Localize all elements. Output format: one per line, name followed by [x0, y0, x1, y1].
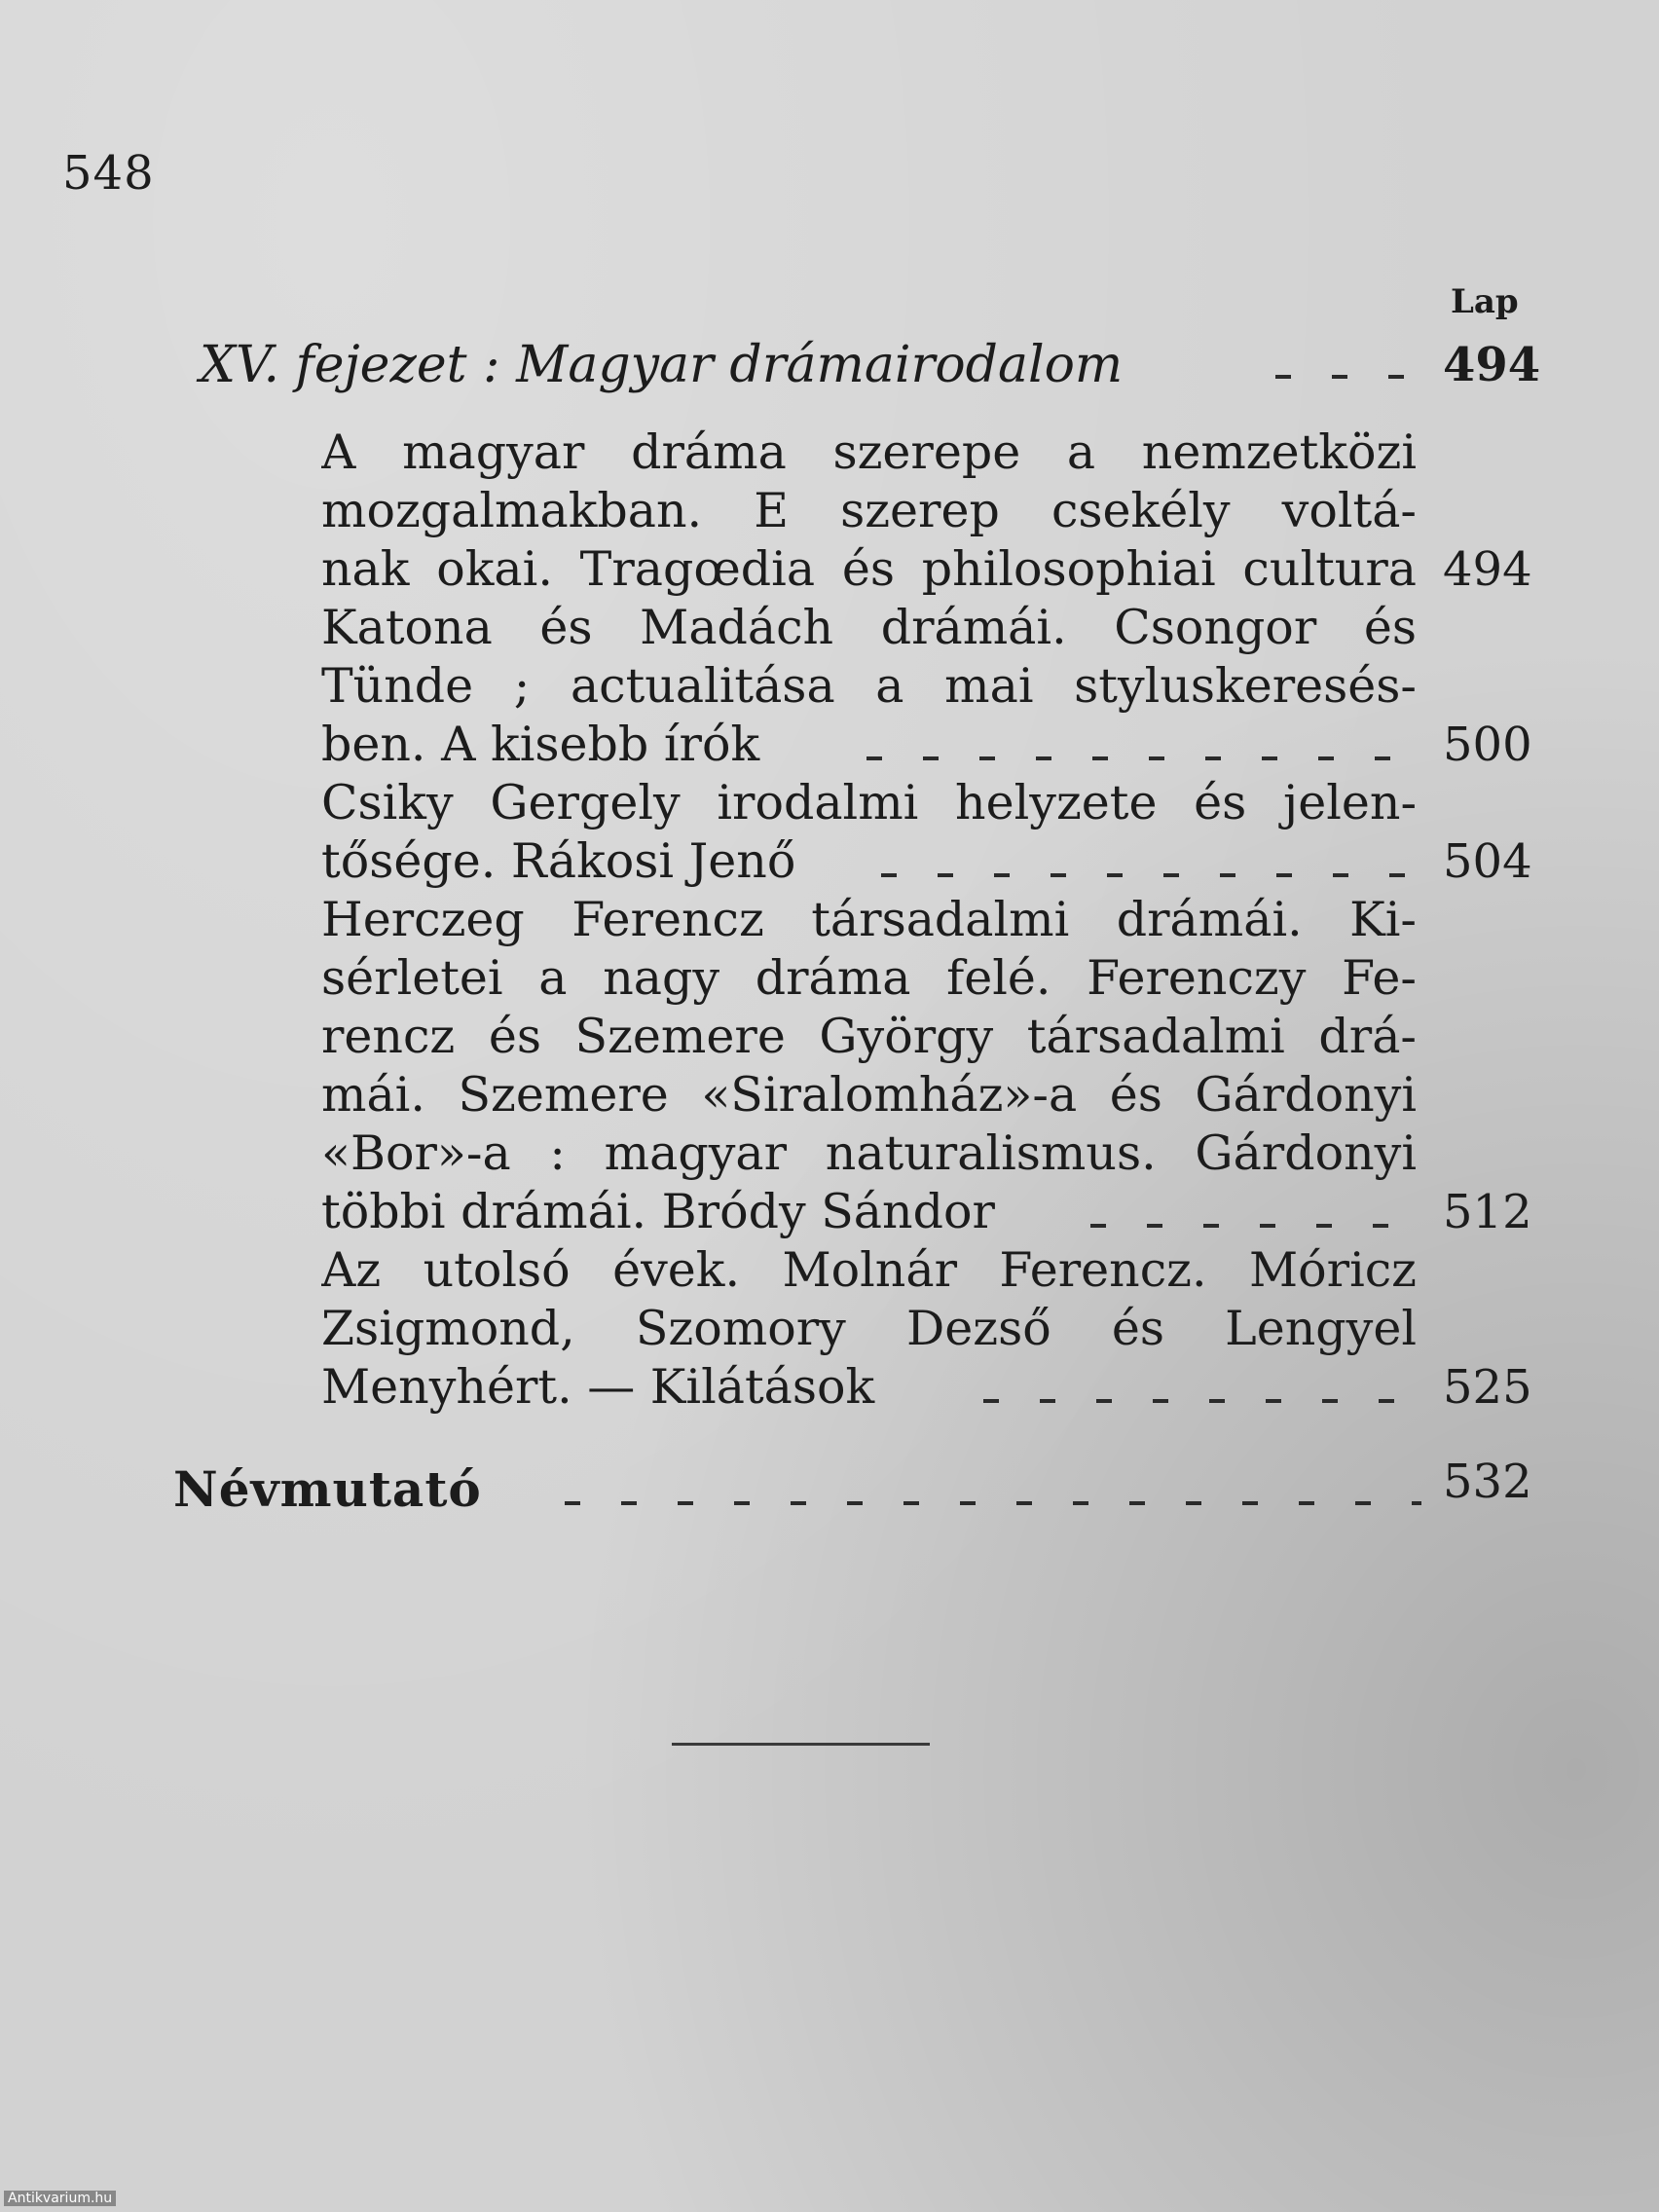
column-header-lap: Lap — [1451, 282, 1519, 321]
chapter-leader-dots — [1275, 375, 1431, 379]
toc-leader-dots — [1090, 1224, 1421, 1228]
toc-leader-dots — [866, 756, 1421, 760]
toc-entry-line: mái. Szemere «Siralomház»-a és Gárdonyi — [321, 1067, 1417, 1123]
chapter-page-number: 494 — [1443, 338, 1541, 392]
index-page-number: 532 — [1443, 1455, 1532, 1509]
toc-entry-page: 512 — [1443, 1185, 1532, 1239]
toc-entry-line: Az utolsó évek. Molnár Ferencz. Móricz — [321, 1242, 1417, 1298]
toc-entry-page: 525 — [1443, 1360, 1532, 1415]
toc-entry-line: tősége. Rákosi Jenő — [321, 833, 796, 889]
toc-entry-line: A magyar dráma szerepe a nemzetközi — [321, 424, 1417, 480]
toc-entry-line: mozgalmakban. E szerep csekély voltá- — [321, 483, 1417, 538]
toc-entry-page: 504 — [1443, 834, 1532, 889]
toc-entry-line: rencz és Szemere György társadalmi drá- — [321, 1009, 1417, 1064]
toc-entry-line: Csiky Gergely irodalmi helyzete és jelen- — [321, 775, 1417, 830]
toc-leader-dots — [983, 1399, 1421, 1403]
toc-entry-page: 500 — [1443, 718, 1532, 772]
toc-entry-line: Katona és Madách drámái. Csongor és — [321, 600, 1417, 655]
toc-entry-line: Herczeg Ferencz társadalmi drámái. Ki- — [321, 892, 1417, 947]
watermark: Antikvarium.hu — [4, 2191, 116, 2206]
index-leader-dots — [565, 1501, 1421, 1505]
toc-entry-line: Tünde ; actualitása a mai styluskeresés- — [321, 658, 1417, 714]
page-number: 548 — [62, 146, 155, 201]
toc-leader-dots — [881, 873, 1421, 877]
toc-entry-line: «Bor»-a : magyar naturalismus. Gárdonyi — [321, 1125, 1417, 1181]
closing-rule — [672, 1743, 930, 1746]
index-title: Névmutató — [173, 1460, 482, 1518]
toc-entry-line: többi drámái. Bródy Sándor — [321, 1184, 995, 1239]
toc-entry-line: nak okai. Tragœdia és philosophiai cultura — [321, 541, 1417, 597]
chapter-title: XV. fejezet : Magyar drámairodalom — [200, 336, 1124, 394]
toc-entry-line: ben. A kisebb írók — [321, 717, 760, 772]
toc-entry-line: Zsigmond, Szomory Dezső és Lengyel — [321, 1301, 1417, 1356]
toc-entry-line: sérletei a nagy dráma felé. Ferenczy Fe- — [321, 950, 1417, 1006]
toc-entry-line: Menyhért. — Kilátások — [321, 1359, 875, 1415]
toc-entry-page: 494 — [1443, 542, 1532, 597]
